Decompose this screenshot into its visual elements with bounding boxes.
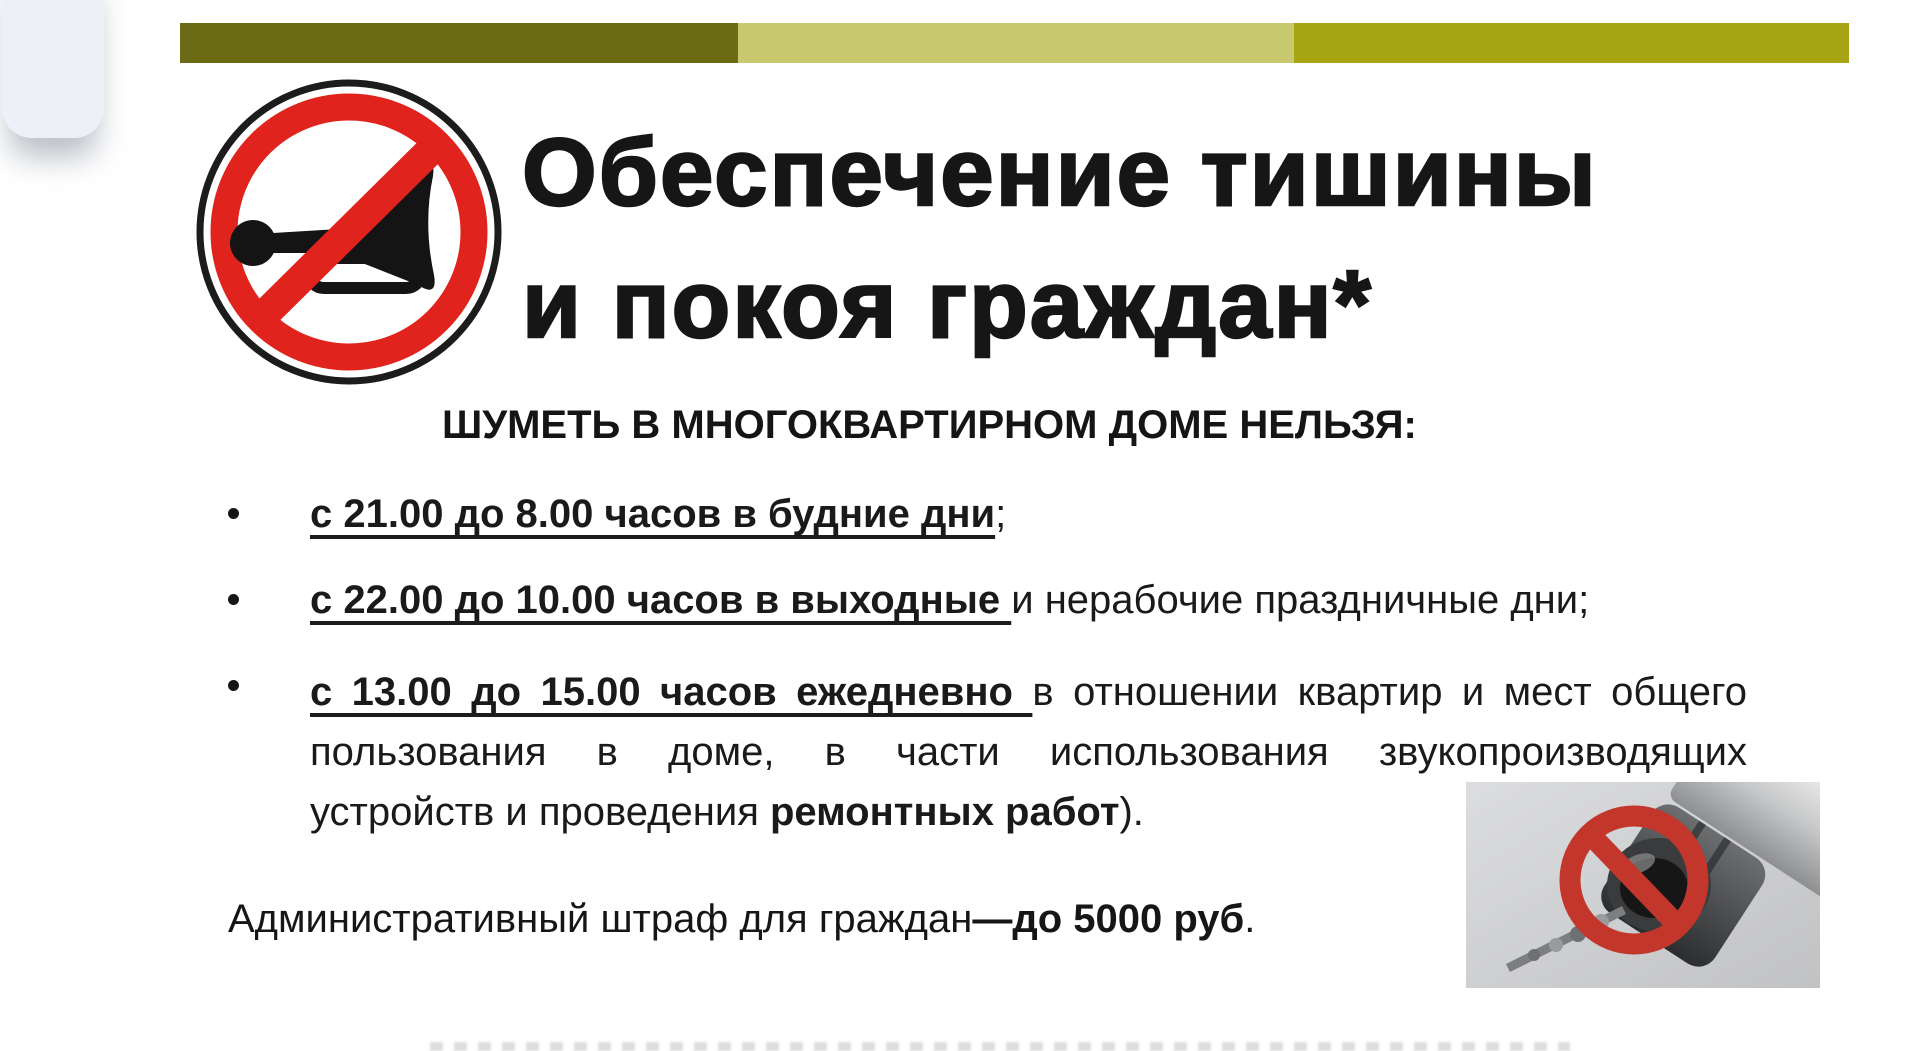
fine-bold: —до 5000 руб [972,897,1245,941]
fine-regular: Административный штраф для граждан [228,897,973,941]
background-ui-card [2,0,104,138]
bullet-rest: ; [995,492,1007,536]
bullet-line-1 [310,662,1747,722]
bullet-text [310,576,1747,624]
slide-title-line2: и покоя граждан* [522,251,1373,358]
slide-subtitle: ШУМЕТЬ В МНОГОКВАРТИРНОМ ДОМЕ НЕЛЬЗЯ: [442,403,1417,447]
line3-bold: ремонтных работ [769,790,1120,834]
bullet-line-2: пользования в доме, в части использования звукопроизводящих [310,730,1747,774]
bullet-emphasis: с 21.00 до 8.00 часов в будние дни [310,492,996,536]
bullet-item-weekdays [228,490,1747,538]
bullet-emphasis: с 13.00 до 15.00 часов ежедневно [310,670,1033,714]
bar-segment-mid [1294,23,1849,63]
fine-end: . [1244,897,1256,941]
bullet-emphasis: с 22.00 до 10.00 часов в выходные [310,578,1012,622]
bar-segment-light [738,23,1294,63]
bullet-marker [228,594,239,605]
bullet-text [310,490,1747,538]
bullet-rest: и нерабочие праздничные дни; [1011,578,1590,622]
bullet-marker [228,680,239,691]
bullet-rest: в отношении квартир и мест общего [1032,670,1747,714]
bullet-marker [228,508,239,519]
bullet-item-weekends [228,576,1747,624]
bar-segment-dark [180,23,738,63]
line3-start: устройств и проведения [310,790,770,834]
fine-print [228,897,1255,942]
cropped-next-line-artifacts [430,1042,1570,1051]
line3-end: ). [1119,790,1144,834]
no-horn-sign-icon [188,72,510,392]
slide-title-line1: Обеспечение тишины [522,119,1598,226]
no-drilling-photo [1466,782,1820,988]
top-accent-bar [180,23,1849,63]
